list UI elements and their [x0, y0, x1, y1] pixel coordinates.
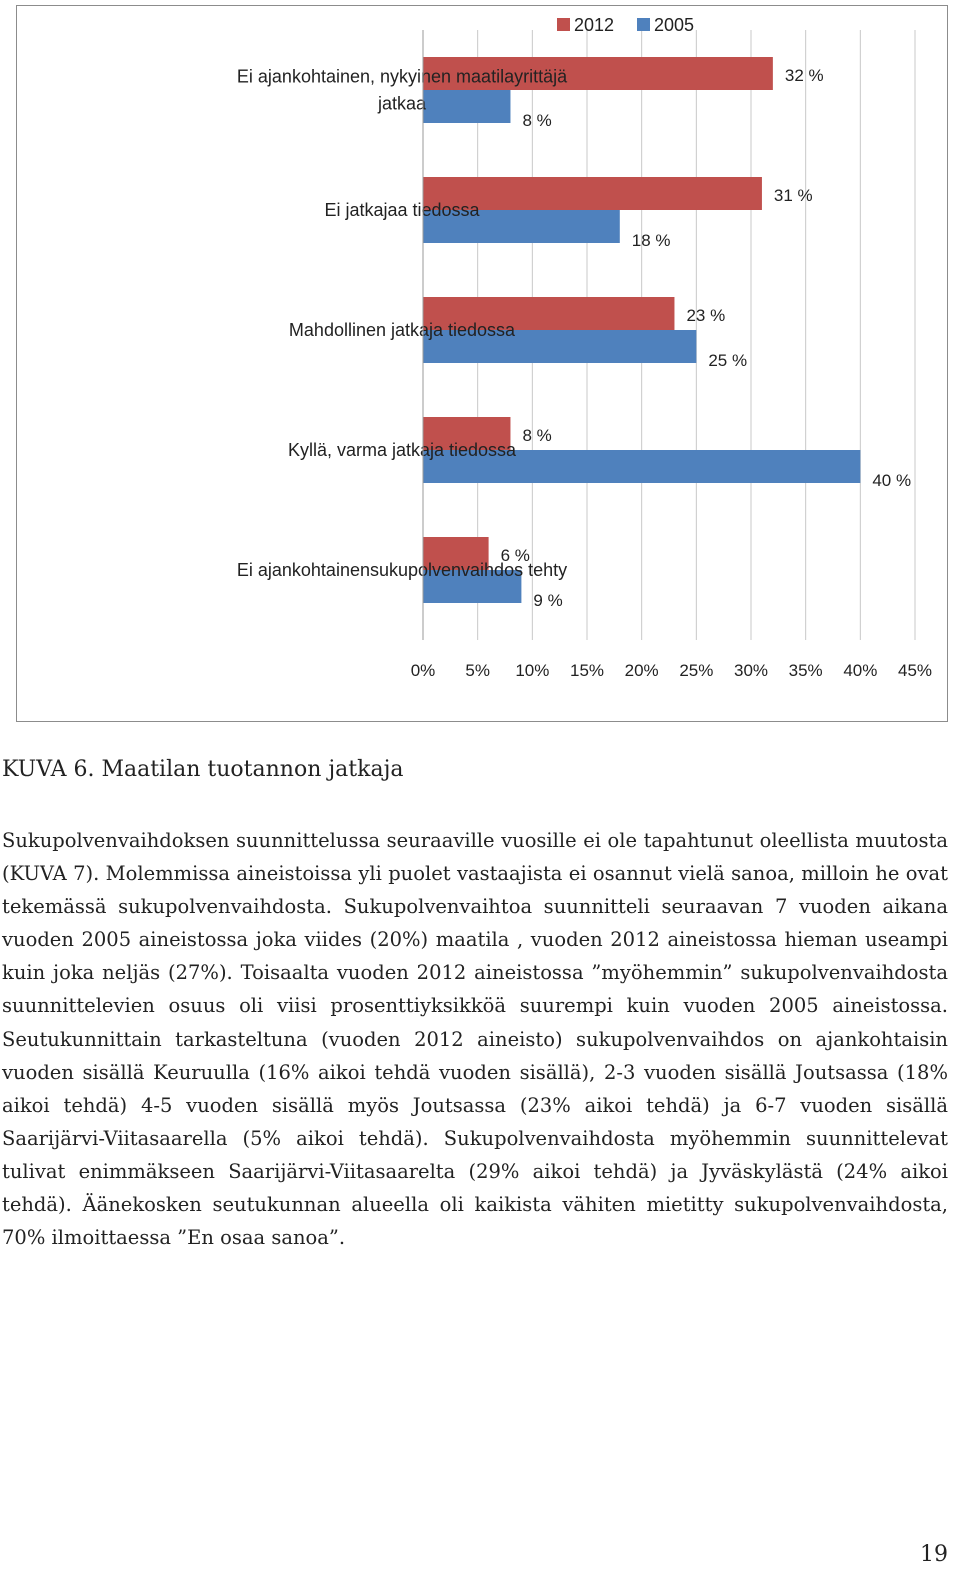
x-tick-label: 20%: [624, 661, 659, 680]
data-label-2005: 9 %: [533, 591, 563, 610]
figure-caption: KUVA 6. Maatilan tuotannon jatkaja: [2, 757, 404, 782]
x-tick-label: 35%: [788, 661, 823, 680]
data-label-2012: 23 %: [686, 306, 726, 325]
data-label-2005: 8 %: [522, 111, 552, 130]
bar-2005: [423, 90, 510, 123]
x-tick-label: 45%: [897, 661, 933, 680]
page-number: 19: [920, 1542, 948, 1567]
category-label: Ei ajankohtainensukupolvenvaihdos tehty: [236, 560, 568, 580]
data-label-2012: 6 %: [500, 546, 530, 565]
body-paragraph: Sukupolvenvaihdoksen suunnittelussa seuraaville vuosille ei ole tapahtunut oleellista muutosta (KUVA 7). Molemmissa aineistoissa yli puolet vastaajista ei osannut vielä sanoa, milloin he ovat tekemässä sukupolvenvaihdosta. Sukupolvenvaihtoa suunnitteli seuraavan 7 vuoden aikana vuoden 2005 aineistossa joka viides (20%) maatila , vuoden 2012 aineistossa hieman useampi kuin joka neljäs (27%). Toisaalta vuoden 2012 aineistossa ”myöhemmin” sukupolvenvaihdosta suunnittelevien osuus oli viisi prosenttiyksikköä suurempi kuin vuoden 2005 aineistossa. Seutukunnittain tarkasteltuna (vuoden 2012 aineisto) sukupolvenvaihdos on ajankohtaisin vuoden sisällä Keuruulla (16% aikoi tehdä vuoden sisällä), 2-3 vuoden sisällä Joutsassa (18% aikoi tehdä) 4-5 vuoden sisällä myös Joutsassa (23% aikoi tehdä) ja 6-7 vuoden sisällä Saarijärvi-Viitasaarella (5% aikoi tehdä). Sukupolvenvaihdosta myöhemmin suunnittelevat tulivat enimmäkseen Saarijärvi-Viitasaarelta (29% aikoi tehdä) ja Jyväskylästä (24% aikoi tehdä). Äänekosken seutukunnan alueella oli kaikista vähiten mietitty sukupolvenvaihdosta, 70% ilmoittaessa ”En osaa sanoa”.: [2, 829, 948, 1250]
x-tick-label: 5%: [465, 661, 490, 680]
category-label: Mahdollinen jatkaja tiedossa: [288, 320, 516, 340]
x-tick-label: 25%: [679, 661, 714, 680]
data-label-2012: 8 %: [522, 426, 552, 445]
legend-swatch-2012: [557, 18, 570, 31]
legend-label-2012: 2012: [574, 15, 615, 35]
data-label-2005: 40 %: [872, 471, 912, 490]
x-tick-label: 15%: [569, 661, 605, 680]
x-tick-label: 30%: [733, 661, 769, 680]
category-label: Ei ajankohtainen, nykyinen maatilayrittäjä: [236, 66, 568, 87]
data-label-2005: 18 %: [631, 231, 671, 250]
bar-chart: [17, 6, 949, 723]
category-label: Ei jatkajaa tiedossa: [324, 200, 480, 220]
data-label-2005: 25 %: [708, 351, 748, 370]
legend-label-2005: 2005: [654, 15, 695, 35]
chart-frame: [16, 5, 948, 722]
x-tick-label: 40%: [843, 661, 878, 680]
x-tick-label: 10%: [515, 661, 550, 680]
category-label: jatkaa: [377, 93, 427, 114]
data-label-2012: 32 %: [784, 66, 824, 85]
data-label-2012: 31 %: [773, 186, 813, 205]
x-tick-label: 0%: [410, 661, 436, 680]
legend-swatch-2005: [637, 18, 650, 31]
category-label: Kyllä, varma jatkaja tiedossa: [287, 440, 517, 460]
